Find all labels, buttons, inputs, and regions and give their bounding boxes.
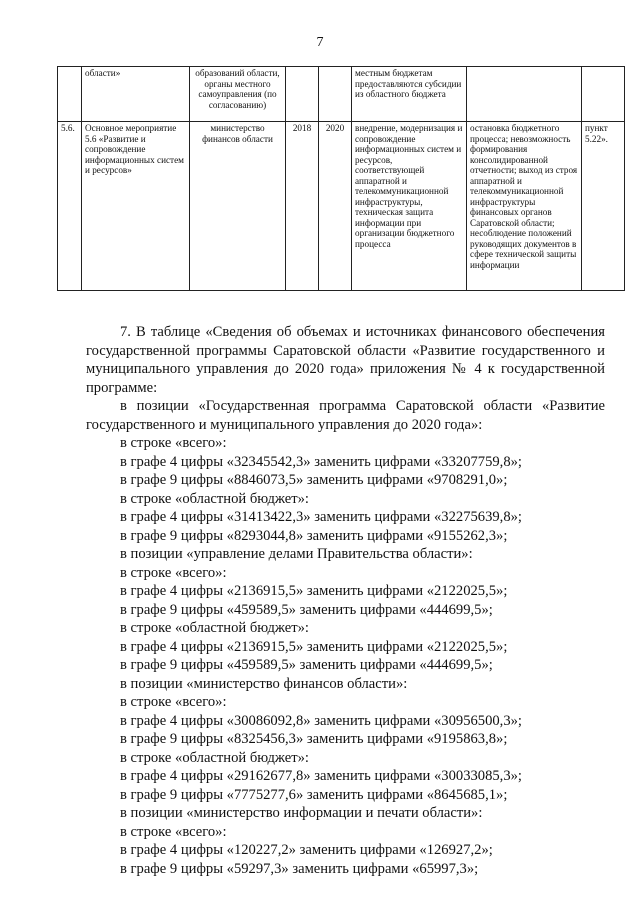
cell-start-year [286, 67, 319, 122]
cell-risk: остановка бюджетного процесса; невозможность формирования консолидированной отчетности; выход из строя аппаратной и телекоммуникационной инфраструктуры финансовых органов Саратовской области; несоблюдение положений руководящих документов в сфере технической защиты информации [467, 122, 582, 291]
table-row [58, 67, 625, 122]
cell-risk [467, 67, 582, 122]
text-line: в графе 4 цифры «30086092,8» заменить цифрами «30956500,3»; [120, 712, 522, 729]
text-line: в графе 9 цифры «59297,3» заменить цифрами «65997,3»; [120, 860, 479, 877]
text-line: в строке «всего»: [120, 564, 227, 581]
text-line: в позиции «министерство финансов области»: [120, 675, 408, 692]
text-line: в графе 4 цифры «31413422,3» заменить цифрами «32275639,8»; [120, 509, 522, 525]
page-number: 7 [316, 35, 324, 50]
cell-result: местным бюджетам предоставляются субсидии из областного бюджета [352, 67, 467, 122]
text-line: в графе 4 цифры «32345542,3» заменить цифрами «33207759,8»; [120, 453, 522, 470]
document-body [0, 323, 640, 878]
text-line: в графе 9 цифры «8293044,8» заменить цифрами «9155262,3»; [120, 527, 508, 544]
text-line: в графе 9 цифры «7775277,6» заменить цифрами «8645685,1»; [120, 786, 508, 803]
cell-start-year: 2018 [286, 122, 319, 291]
text-line: в графе 9 цифры «459589,5» заменить цифрами «444699,5»; [120, 657, 493, 673]
text-line: в строке «всего»: [120, 435, 227, 451]
cell-result: внедрение, модернизация и сопровождение информационных систем и ресурсов, соответствующей аппаратной и телекоммуникационной инфраструктуры, техническая защита информации при организации бюджетного процесса [352, 122, 467, 291]
cell-name: области» [82, 67, 190, 122]
table-row [58, 122, 625, 291]
paragraph-intro: 7. В таблице «Сведения об объемах и источниках финансового обеспечения государственной программы Саратовской области «Развитие государственного и муниципального управления до 2020 года» приложения № 4 к государственной программе: [86, 324, 605, 396]
text-line: в графе 9 цифры «459589,5» заменить цифрами «444699,5»; [120, 601, 493, 618]
text-line: в графе 4 цифры «2136915,5» заменить цифрами «2122025,5»; [120, 583, 508, 599]
text-line: в графе 4 цифры «29162677,8» заменить цифрами «30033085,3»; [120, 768, 522, 784]
cell-link [582, 67, 625, 122]
cell-name: Основное мероприятие 5.6 «Развитие и сопровождение информационных систем и ресурсов» [82, 122, 190, 291]
cell-executor: образований области, органы местного самоуправления (по согласованию) [190, 67, 286, 122]
paragraph-position: в позиции «Государственная программа Саратовской области «Развитие государственного и муниципального управления до 2020 года»: [86, 398, 605, 433]
text-line: в строке «областной бюджет»: [120, 620, 309, 636]
cell-number: 5.6. [58, 122, 82, 291]
cell-link: пункт 5.22». [582, 122, 625, 291]
text-line: в строке «областной бюджет»: [120, 749, 309, 766]
text-line: в графе 4 цифры «120227,2» заменить цифрами «126927,2»; [120, 842, 493, 858]
measures-table [57, 66, 625, 291]
cell-end-year: 2020 [319, 122, 352, 291]
cell-number [58, 67, 82, 122]
text-line: в строке «всего»: [120, 694, 227, 710]
cell-executor: министерство финансов области [190, 122, 286, 291]
text-line: в графе 9 цифры «8846073,5» заменить цифрами «9708291,0»; [120, 472, 508, 488]
cell-end-year [319, 67, 352, 122]
text-line: в позиции «управление делами Правительства области»: [120, 546, 473, 562]
text-line: в графе 4 цифры «2136915,5» заменить цифрами «2122025,5»; [120, 638, 508, 655]
text-line: в строке «областной бюджет»: [120, 490, 309, 507]
text-line: в строке «всего»: [120, 823, 227, 840]
text-line: в позиции «министерство информации и печати области»: [120, 805, 483, 821]
text-line: в графе 9 цифры «8325456,3» заменить цифрами «9195863,8»; [120, 731, 508, 747]
